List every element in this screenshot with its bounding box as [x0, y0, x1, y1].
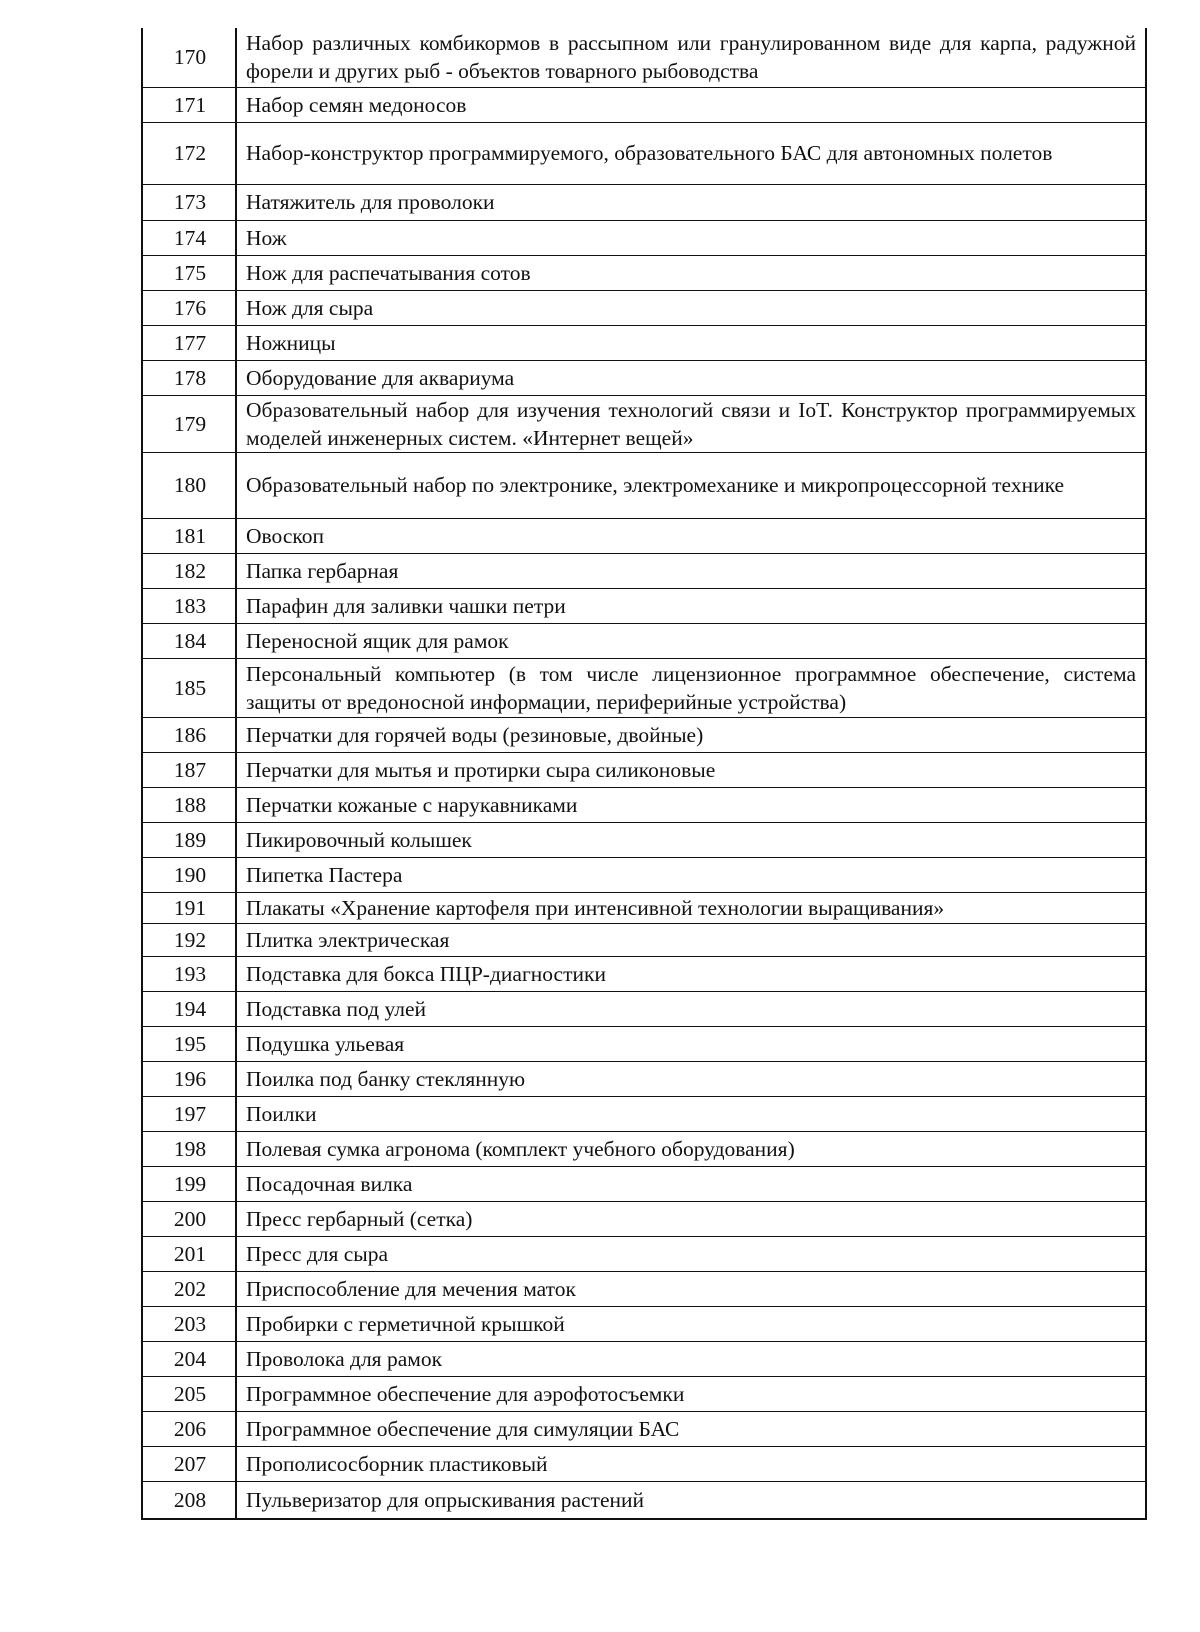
table-row	[142, 588, 1146, 623]
table-row	[142, 325, 1146, 360]
row-number: 178	[142, 360, 236, 395]
row-number: 200	[142, 1201, 236, 1236]
row-number: 193	[142, 956, 236, 991]
row-number: 208	[142, 1481, 236, 1519]
row-item-name: Пипетка Пастера	[236, 857, 1146, 892]
row-item-name: Пробирки с герметичной крышкой	[236, 1306, 1146, 1341]
row-number: 192	[142, 923, 236, 956]
table-row	[142, 122, 1146, 184]
table-row	[142, 1446, 1146, 1481]
row-item-name: Переносной ящик для рамок	[236, 623, 1146, 658]
table-row	[142, 290, 1146, 325]
row-item-name: Подставка под улей	[236, 991, 1146, 1026]
table-row	[142, 452, 1146, 518]
table-row	[142, 360, 1146, 395]
row-item-name: Плакаты «Хранение картофеля при интенсивной технологии выращивания»	[236, 892, 1146, 923]
row-number: 198	[142, 1131, 236, 1166]
table-row	[142, 658, 1146, 717]
row-item-name: Образовательный набор по электронике, электромеханике и микропроцессорной технике	[236, 452, 1146, 518]
items-table	[141, 28, 1147, 1520]
row-item-name: Прополисосборник пластиковый	[236, 1446, 1146, 1481]
row-item-name: Образовательный набор для изучения технологий связи и IoT. Конструктор программируемых моделей инженерных систем. «Интернет вещей»	[236, 395, 1146, 452]
row-item-name: Приспособление для мечения маток	[236, 1271, 1146, 1306]
row-number: 182	[142, 553, 236, 588]
table-row	[142, 956, 1146, 991]
row-number: 191	[142, 892, 236, 923]
row-item-name: Подставка для бокса ПЦР-диагностики	[236, 956, 1146, 991]
row-number: 207	[142, 1446, 236, 1481]
table-row	[142, 991, 1146, 1026]
row-number: 201	[142, 1236, 236, 1271]
table-row	[142, 857, 1146, 892]
row-item-name: Овоскоп	[236, 518, 1146, 553]
row-number: 181	[142, 518, 236, 553]
row-item-name: Программное обеспечение для аэрофотосъемки	[236, 1376, 1146, 1411]
row-item-name: Нож для распечатывания сотов	[236, 255, 1146, 290]
row-item-name: Пресс для сыра	[236, 1236, 1146, 1271]
table-row	[142, 752, 1146, 787]
row-number: 188	[142, 787, 236, 822]
row-number: 203	[142, 1306, 236, 1341]
table-row	[142, 28, 1146, 87]
table-row	[142, 1201, 1146, 1236]
table-row	[142, 717, 1146, 752]
table-row	[142, 87, 1146, 122]
table-row	[142, 1096, 1146, 1131]
row-number: 204	[142, 1341, 236, 1376]
row-item-name: Нож для сыра	[236, 290, 1146, 325]
row-number: 171	[142, 87, 236, 122]
table-row	[142, 1376, 1146, 1411]
table-row	[142, 1166, 1146, 1201]
row-number: 195	[142, 1026, 236, 1061]
row-number: 196	[142, 1061, 236, 1096]
table-row	[142, 1306, 1146, 1341]
row-item-name: Подушка ульевая	[236, 1026, 1146, 1061]
row-item-name: Полевая сумка агронома (комплект учебного оборудования)	[236, 1131, 1146, 1166]
row-number: 202	[142, 1271, 236, 1306]
row-number: 172	[142, 122, 236, 184]
row-number: 199	[142, 1166, 236, 1201]
row-number: 194	[142, 991, 236, 1026]
row-item-name: Папка гербарная	[236, 553, 1146, 588]
table-row	[142, 623, 1146, 658]
row-number: 205	[142, 1376, 236, 1411]
table-row	[142, 1026, 1146, 1061]
table-row	[142, 1341, 1146, 1376]
table-row	[142, 787, 1146, 822]
table-row	[142, 923, 1146, 956]
row-number: 184	[142, 623, 236, 658]
row-number: 206	[142, 1411, 236, 1446]
table-row	[142, 822, 1146, 857]
row-item-name: Набор различных комбикормов в рассыпном или гранулированном виде для карпа, радужной форели и других рыб - объектов товарного рыбоводства	[236, 28, 1146, 87]
row-number: 175	[142, 255, 236, 290]
row-item-name: Перчатки для мытья и протирки сыра силиконовые	[236, 752, 1146, 787]
row-item-name: Посадочная вилка	[236, 1166, 1146, 1201]
row-number: 189	[142, 822, 236, 857]
row-number: 174	[142, 220, 236, 255]
table-row	[142, 1271, 1146, 1306]
row-item-name: Набор семян медоносов	[236, 87, 1146, 122]
row-number: 180	[142, 452, 236, 518]
row-item-name: Пикировочный колышек	[236, 822, 1146, 857]
row-number: 176	[142, 290, 236, 325]
row-number: 183	[142, 588, 236, 623]
table-row	[142, 1481, 1146, 1519]
row-item-name: Поилки	[236, 1096, 1146, 1131]
row-number: 187	[142, 752, 236, 787]
table-row	[142, 892, 1146, 923]
row-number: 170	[142, 28, 236, 87]
row-item-name: Натяжитель для проволоки	[236, 184, 1146, 220]
row-number: 190	[142, 857, 236, 892]
row-number: 186	[142, 717, 236, 752]
row-item-name: Персональный компьютер (в том числе лицензионное программное обеспечение, система защиты от вредоносной информации, периферийные устройства)	[236, 658, 1146, 717]
table-row	[142, 1061, 1146, 1096]
items-table-body	[142, 28, 1146, 1519]
row-number: 179	[142, 395, 236, 452]
table-row	[142, 395, 1146, 452]
table-row	[142, 553, 1146, 588]
table-row	[142, 1131, 1146, 1166]
table-row	[142, 184, 1146, 220]
table-row	[142, 255, 1146, 290]
table-row	[142, 1236, 1146, 1271]
row-item-name: Поилка под банку стеклянную	[236, 1061, 1146, 1096]
row-item-name: Программное обеспечение для симуляции БАС	[236, 1411, 1146, 1446]
row-item-name: Перчатки для горячей воды (резиновые, двойные)	[236, 717, 1146, 752]
row-number: 197	[142, 1096, 236, 1131]
row-number: 185	[142, 658, 236, 717]
row-item-name: Нож	[236, 220, 1146, 255]
row-item-name: Оборудование для аквариума	[236, 360, 1146, 395]
table-row	[142, 518, 1146, 553]
row-item-name: Плитка электрическая	[236, 923, 1146, 956]
row-item-name: Проволока для рамок	[236, 1341, 1146, 1376]
row-item-name: Пульверизатор для опрыскивания растений	[236, 1481, 1146, 1519]
row-item-name: Перчатки кожаные с нарукавниками	[236, 787, 1146, 822]
row-item-name: Ножницы	[236, 325, 1146, 360]
table-row	[142, 1411, 1146, 1446]
row-number: 173	[142, 184, 236, 220]
row-item-name: Парафин для заливки чашки петри	[236, 588, 1146, 623]
row-number: 177	[142, 325, 236, 360]
row-item-name: Набор-конструктор программируемого, образовательного БАС для автономных полетов	[236, 122, 1146, 184]
table-row	[142, 220, 1146, 255]
row-item-name: Пресс гербарный (сетка)	[236, 1201, 1146, 1236]
